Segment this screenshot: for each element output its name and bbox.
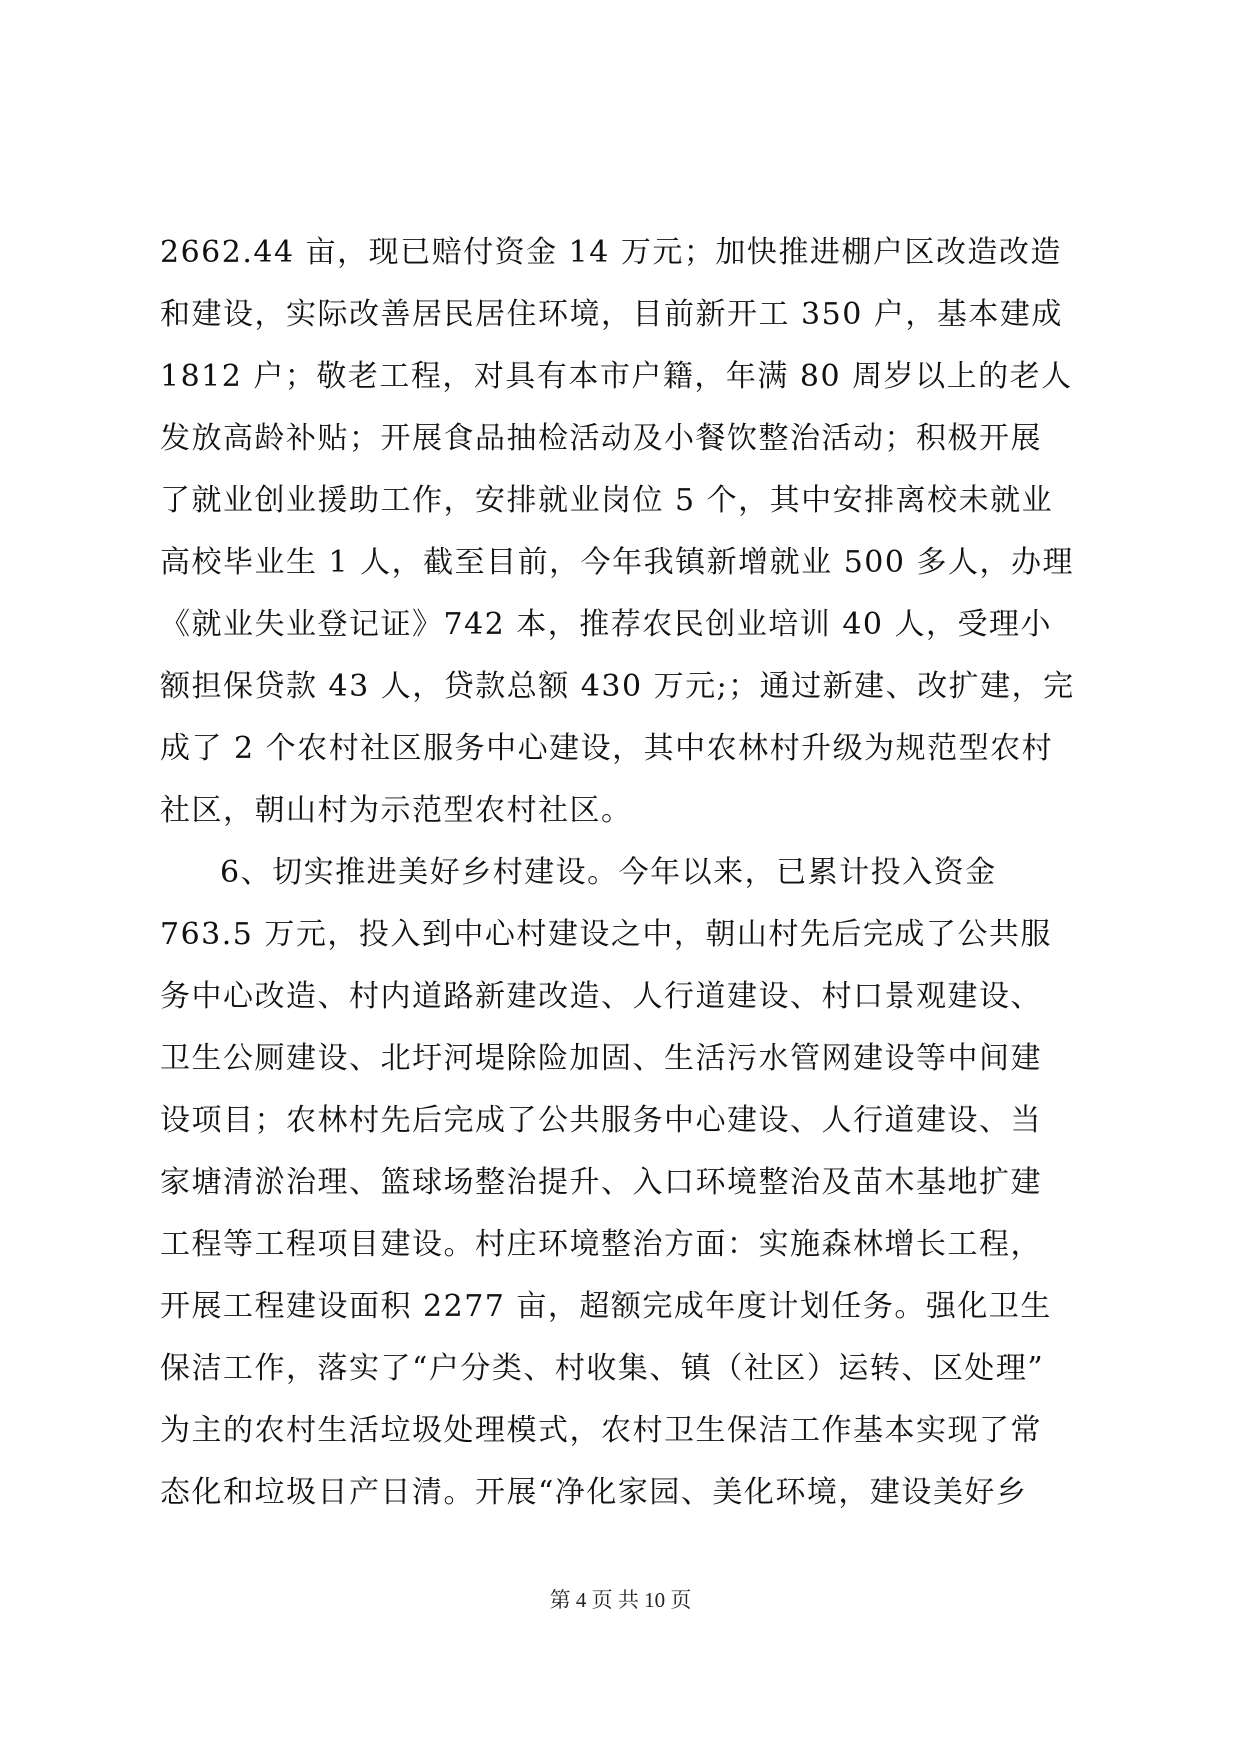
text-line: 为主的农村生活垃圾处理模式，农村卫生保洁工作基本实现了常 xyxy=(160,1413,1042,1448)
text-line: 额担保贷款 43 人，贷款总额 430 万元;；通过新建、改扩建，完 xyxy=(160,669,1075,704)
text-line: 务中心改造、村内道路新建改造、人行道建设、村口景观建设、 xyxy=(160,979,1042,1014)
text-line: 卫生公厕建设、北圩河堤除险加固、生活污水管网建设等中间建 xyxy=(160,1041,1042,1076)
text-line: 设项目；农林村先后完成了公共服务中心建设、人行道建设、当 xyxy=(160,1103,1042,1138)
text-line: 高校毕业生 1 人，截至目前，今年我镇新增就业 500 多人，办理 xyxy=(160,545,1074,580)
text-line: 开展工程建设面积 2277 亩，超额完成年度计划任务。强化卫生 xyxy=(160,1289,1052,1324)
paragraph-heading-line: 6、切实推进美好乡村建设。今年以来，已累计投入资金 xyxy=(220,855,997,890)
text-line: 了就业创业援助工作，安排就业岗位 5 个，其中安排离校未就业 xyxy=(160,483,1054,518)
text-line: 态化和垃圾日产日清。开展“净化家园、美化环境，建设美好乡 xyxy=(160,1475,1028,1510)
text-line: 发放高龄补贴；开展食品抽检活动及小餐饮整治活动；积极开展 xyxy=(160,421,1042,456)
text-line: 成了 2 个农村社区服务中心建设，其中农林村升级为规范型农村 xyxy=(160,731,1054,766)
text-line: 家塘清淤治理、篮球场整治提升、入口环境整治及苗木基地扩建 xyxy=(160,1165,1042,1200)
page-number-footer: 第 4 页 共 10 页 xyxy=(549,1588,692,1612)
body-text xyxy=(160,222,1090,1524)
text-line: 《就业失业登记证》742 本，推荐农民创业培训 40 人，受理小 xyxy=(160,607,1053,642)
text-line: 763.5 万元，投入到中心村建设之中，朝山村先后完成了公共服 xyxy=(160,917,1052,952)
text-line: 1812 户；敬老工程，对具有本市户籍，年满 80 周岁以上的老人 xyxy=(160,359,1073,394)
text-line: 2662.44 亩，现已赔付资金 14 万元；加快推进棚户区改造改造 xyxy=(160,235,1062,270)
text-line: 保洁工作，落实了“户分类、村收集、镇（社区）运转、区处理” xyxy=(160,1351,1045,1386)
text-line: 社区，朝山村为示范型农村社区。 xyxy=(160,793,633,828)
text-line: 和建设，实际改善居民居住环境，目前新开工 350 户，基本建成 xyxy=(160,297,1063,332)
text-line: 工程等工程项目建设。村庄环境整治方面：实施森林增长工程， xyxy=(160,1227,1042,1262)
